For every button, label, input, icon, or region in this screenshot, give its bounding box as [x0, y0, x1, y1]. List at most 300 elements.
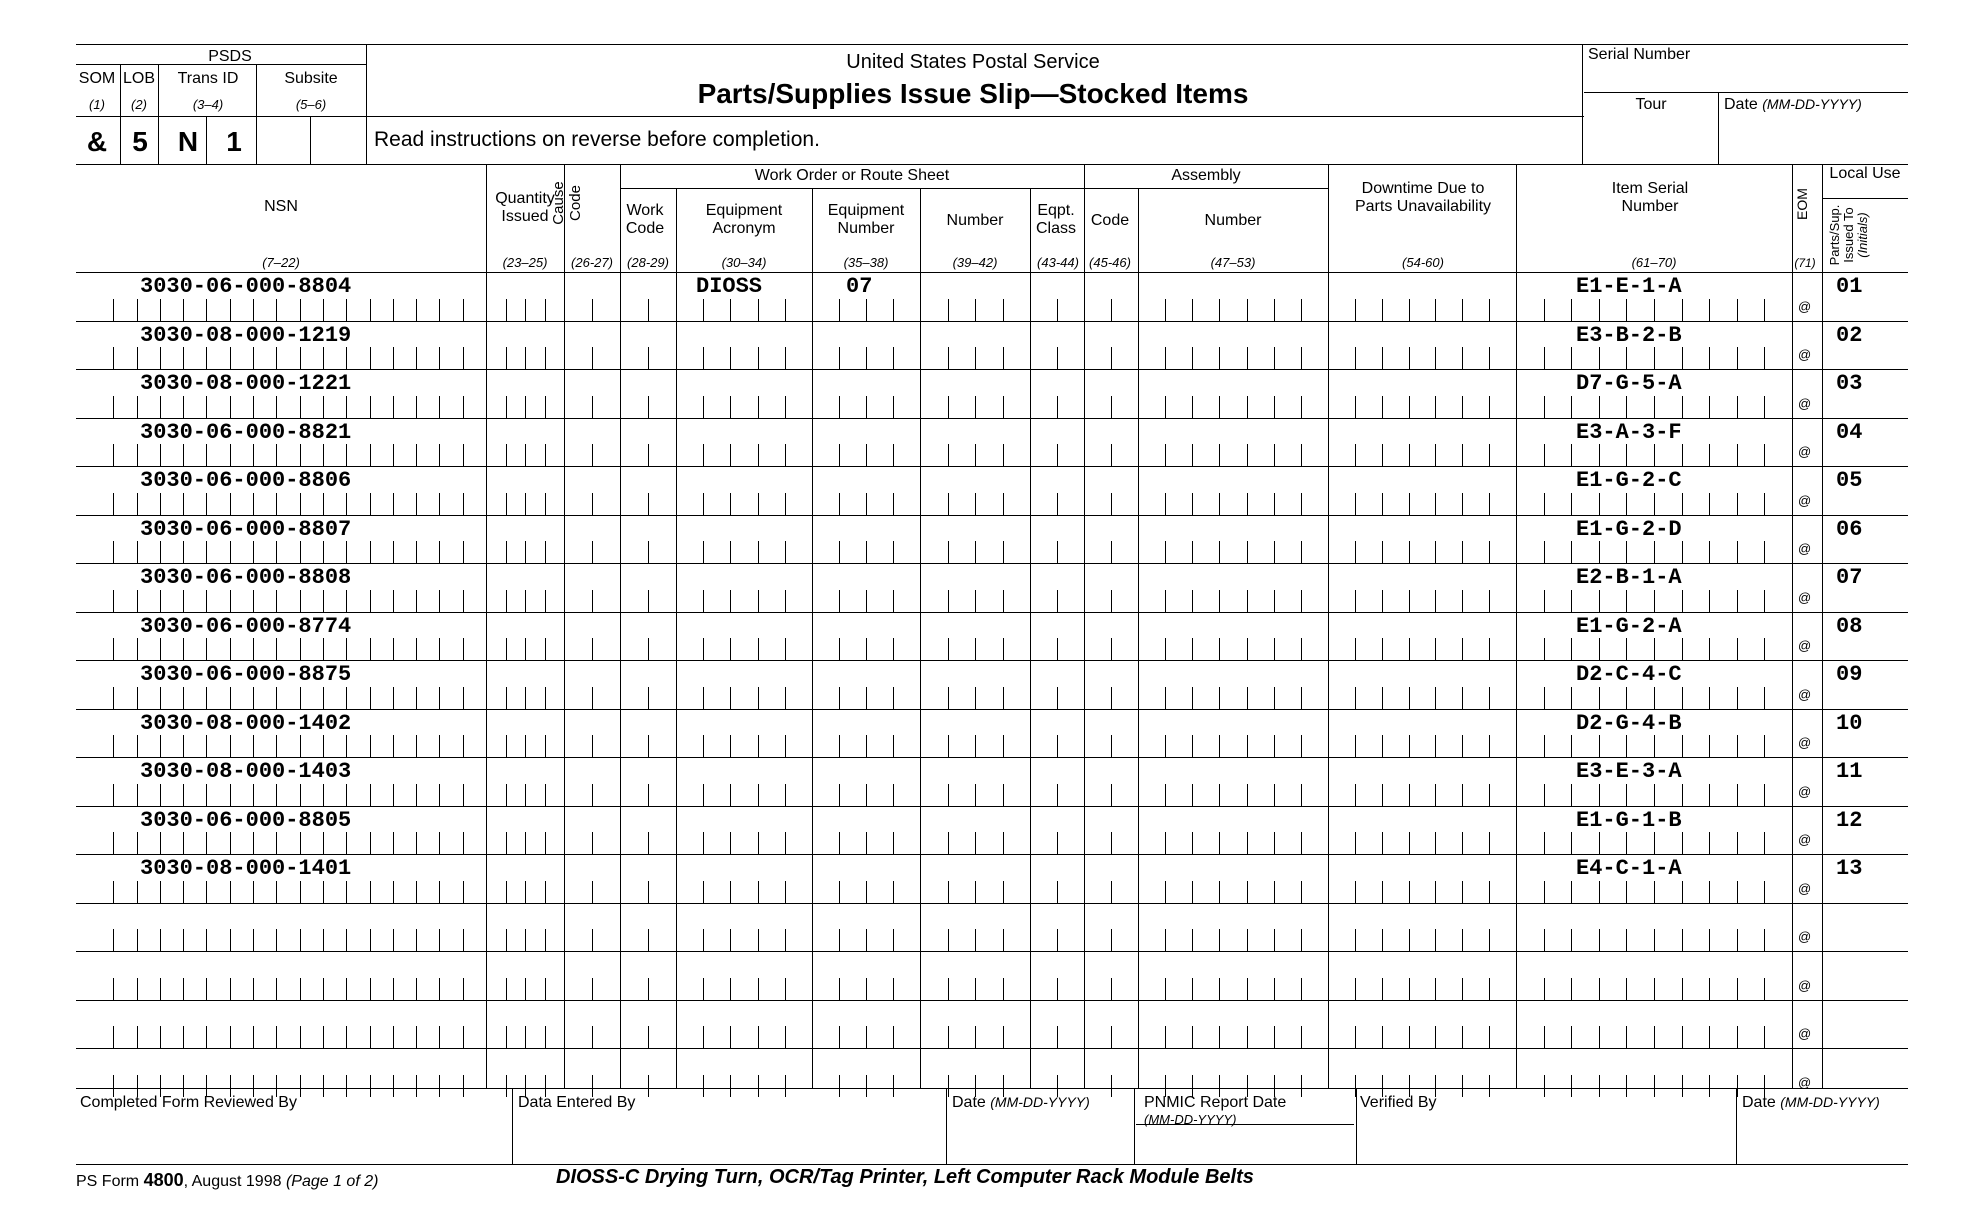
char-tick: [137, 1026, 138, 1048]
char-tick: [1489, 832, 1490, 854]
local-use-field[interactable]: 05: [1836, 468, 1863, 493]
char-tick: [948, 299, 949, 321]
equip-number-field[interactable]: [846, 1002, 920, 1047]
entered-date-field[interactable]: [948, 1110, 1132, 1160]
char-tick: [1435, 347, 1436, 369]
char-tick: [1462, 444, 1463, 466]
char-tick: [1462, 299, 1463, 321]
char-tick: [1003, 493, 1004, 515]
local-use-field[interactable]: 01: [1836, 274, 1863, 299]
char-tick: [1111, 784, 1112, 806]
item-serial-field[interactable]: E1-G-2-A: [1576, 613, 1682, 639]
equip-acronym-field[interactable]: [696, 808, 812, 853]
char-tick: [1219, 493, 1220, 515]
serial-divider: [1582, 44, 1583, 164]
char-tick: [1544, 978, 1545, 1000]
char-tick: [1057, 881, 1058, 903]
char-tick: [1462, 784, 1463, 806]
local-use-field[interactable]: 11: [1836, 759, 1863, 784]
table-row: [0, 515, 1974, 564]
nsn-field[interactable]: 3030-06-000-8808: [140, 565, 352, 590]
char-tick: [1057, 396, 1058, 418]
char-tick: [839, 638, 840, 660]
char-tick: [592, 590, 593, 612]
equip-acronym-field[interactable]: [696, 614, 812, 659]
char-tick: [1301, 299, 1302, 321]
item-serial-field[interactable]: [1576, 953, 1792, 998]
equip-acronym-field[interactable]: DIOSS: [696, 274, 763, 299]
trans-id-value-2[interactable]: 1: [226, 126, 242, 157]
char-tick: [137, 347, 138, 369]
equip-acronym-field[interactable]: [696, 1002, 812, 1047]
char-tick: [1301, 541, 1302, 563]
char-tick: [506, 784, 507, 806]
char-tick: [975, 735, 976, 757]
char-tick: [648, 541, 649, 563]
char-tick: [1435, 299, 1436, 321]
char-tick: [1003, 978, 1004, 1000]
char-tick: [1435, 590, 1436, 612]
work-order-header: Work Order or Route Sheet: [754, 167, 950, 184]
char-tick: [1382, 978, 1383, 1000]
eom-marker: @: [1798, 977, 1812, 993]
char-tick: [592, 832, 593, 854]
subsite-split: [310, 116, 311, 164]
char-tick: [1219, 687, 1220, 709]
nsn-field[interactable]: 3030-08-000-1219: [140, 322, 352, 348]
header-bottom: [76, 164, 1908, 165]
item-serial-field[interactable]: D2-G-4-B: [1576, 710, 1682, 736]
char-tick: [506, 541, 507, 563]
char-tick: [1462, 541, 1463, 563]
char-tick: [839, 541, 840, 563]
char-tick: [1571, 396, 1572, 418]
char-tick: [1571, 735, 1572, 757]
row-divider: [76, 709, 1908, 710]
char-tick: [1111, 687, 1112, 709]
char-tick: [1219, 396, 1220, 418]
footer-divider: [946, 1088, 947, 1164]
lob-value[interactable]: 5: [132, 126, 148, 157]
nsn-field[interactable]: 3030-06-000-8804: [140, 274, 352, 299]
char-tick: [1355, 396, 1356, 418]
char-tick: [1544, 1026, 1545, 1048]
char-tick: [1057, 929, 1058, 951]
equip-number-field[interactable]: [846, 371, 920, 416]
char-tick: [113, 396, 114, 418]
char-tick: [137, 929, 138, 951]
char-tick: [1489, 541, 1490, 563]
table-row: [0, 466, 1974, 515]
verified-date-label: Date (MM-DD-YYYY): [1742, 1094, 1880, 1111]
char-tick: [1301, 590, 1302, 612]
eqpt-class-header: Eqpt. Class: [1035, 202, 1076, 237]
date-field[interactable]: [1720, 120, 1910, 164]
equip-number-field[interactable]: 07: [846, 274, 873, 299]
equip-acronym-field[interactable]: [696, 371, 812, 416]
row-divider: [76, 951, 1908, 952]
char-tick: [839, 978, 840, 1000]
char-tick: [948, 735, 949, 757]
table-row: [0, 660, 1974, 709]
work-code-header: Work Code: [625, 202, 665, 237]
char-tick: [648, 444, 649, 466]
char-tick: [1057, 978, 1058, 1000]
char-tick: [648, 493, 649, 515]
equip-acronym-field[interactable]: [696, 759, 812, 804]
char-tick: [1274, 638, 1275, 660]
char-tick: [1544, 784, 1545, 806]
pnmic-date-field[interactable]: [1136, 1126, 1354, 1160]
char-tick: [545, 735, 546, 757]
downtime-header: Downtime Due to Parts Unavailability: [1354, 180, 1492, 215]
footer-bottom: [76, 1164, 1908, 1165]
nsn-field[interactable]: 3030-06-000-8875: [140, 662, 352, 687]
equip-number-field[interactable]: [846, 614, 920, 659]
char-tick: [545, 347, 546, 369]
equip-number-num: (35–38): [843, 255, 889, 270]
char-tick: [1301, 735, 1302, 757]
nsn-field[interactable]: 3030-08-000-1402: [140, 710, 352, 736]
equip-acronym-field[interactable]: [696, 905, 812, 950]
char-tick: [1274, 493, 1275, 515]
char-tick: [975, 444, 976, 466]
item-serial-num: (61–70): [1631, 255, 1677, 270]
char-tick: [1247, 929, 1248, 951]
number-num: (39–42): [952, 255, 998, 270]
verified-by-field[interactable]: [1358, 1110, 1734, 1160]
local-use-field[interactable]: 08: [1836, 613, 1863, 639]
char-tick: [1355, 735, 1356, 757]
char-tick: [839, 299, 840, 321]
local-use-field[interactable]: 03: [1836, 371, 1863, 396]
equip-number-field[interactable]: [846, 662, 920, 707]
assembly-header: Assembly: [1171, 167, 1241, 184]
tour-divider: [1718, 92, 1719, 164]
nsn-field[interactable]: 3030-06-000-8805: [140, 807, 352, 833]
char-tick: [1571, 638, 1572, 660]
nsn-field[interactable]: 3030-08-000-1403: [140, 759, 352, 784]
reviewed-by-label: Completed Form Reviewed By: [80, 1094, 297, 1111]
char-tick: [506, 444, 507, 466]
local-use-field[interactable]: [1836, 953, 1908, 998]
equip-acronym-field[interactable]: [696, 953, 812, 998]
equip-acronym-field[interactable]: [696, 565, 812, 610]
char-tick: [1544, 638, 1545, 660]
char-tick: [1301, 784, 1302, 806]
eom-marker: @: [1798, 395, 1812, 411]
item-serial-field[interactable]: E1-G-1-B: [1576, 807, 1682, 833]
equip-acronym-field[interactable]: [696, 517, 812, 562]
nsn-field[interactable]: 3030-06-000-8774: [140, 613, 352, 639]
char-tick: [1165, 493, 1166, 515]
char-tick: [1382, 784, 1383, 806]
char-tick: [1057, 444, 1058, 466]
trans-id-value-1[interactable]: N: [177, 126, 199, 157]
instructions-text: Read instructions on reverse before completion.: [374, 128, 820, 151]
reviewed-by-field[interactable]: [76, 1110, 506, 1160]
char-tick: [506, 978, 507, 1000]
local-use-field[interactable]: 04: [1836, 419, 1863, 445]
nsn-field[interactable]: [140, 1050, 486, 1095]
char-tick: [975, 784, 976, 806]
char-tick: [545, 396, 546, 418]
char-tick: [1355, 493, 1356, 515]
local-use-field[interactable]: [1836, 905, 1908, 950]
item-serial-field[interactable]: E3-E-3-A: [1576, 759, 1682, 784]
char-tick: [839, 929, 840, 951]
cause-header: Cause Code: [550, 181, 584, 225]
char-tick: [1489, 784, 1490, 806]
char-tick: [137, 541, 138, 563]
char-tick: [1165, 590, 1166, 612]
char-tick: [1165, 832, 1166, 854]
char-tick: [1355, 784, 1356, 806]
eom-marker: @: [1798, 783, 1812, 799]
equip-acronym-field[interactable]: [696, 420, 812, 465]
form-id: PS Form 4800, August 1998 (Page 1 of 2): [76, 1170, 379, 1190]
item-serial-field[interactable]: [1576, 1002, 1792, 1047]
char-tick: [648, 687, 649, 709]
char-tick: [1435, 881, 1436, 903]
nsn-field[interactable]: [140, 953, 486, 998]
item-serial-field[interactable]: E1-G-2-C: [1576, 468, 1682, 493]
item-serial-field[interactable]: E3-A-3-F: [1576, 419, 1682, 445]
nsn-field[interactable]: 3030-06-000-8807: [140, 516, 352, 542]
char-tick: [1435, 929, 1436, 951]
char-tick: [1219, 784, 1220, 806]
equip-acronym-header: Equipment Acronym: [705, 202, 783, 237]
char-tick: [1192, 978, 1193, 1000]
equip-acronym-field[interactable]: [696, 1050, 812, 1095]
nsn-field[interactable]: [140, 905, 486, 950]
char-tick: [506, 687, 507, 709]
char-tick: [1355, 638, 1356, 660]
char-tick: [506, 493, 507, 515]
form-title: Parts/Supplies Issue Slip—Stocked Items: [697, 78, 1249, 109]
equip-number-field[interactable]: [846, 1050, 920, 1095]
serial-underline: [1584, 92, 1908, 93]
char-tick: [137, 978, 138, 1000]
item-serial-field[interactable]: [1576, 1050, 1792, 1095]
char-tick: [1382, 299, 1383, 321]
char-tick: [1274, 978, 1275, 1000]
work-code-num: (28-29): [627, 255, 669, 270]
item-serial-field[interactable]: D2-C-4-C: [1576, 662, 1682, 687]
item-serial-field[interactable]: E4-C-1-A: [1576, 856, 1682, 881]
item-serial-field[interactable]: E1-G-2-D: [1576, 516, 1682, 542]
equip-number-field[interactable]: [846, 565, 920, 610]
equip-number-field[interactable]: [846, 323, 920, 368]
row-divider: [76, 612, 1908, 613]
char-tick: [1247, 881, 1248, 903]
char-tick: [1247, 735, 1248, 757]
char-tick: [1219, 590, 1220, 612]
equip-acronym-field[interactable]: [696, 662, 812, 707]
table-row: [0, 854, 1974, 903]
char-tick: [1057, 832, 1058, 854]
char-tick: [1165, 299, 1166, 321]
qty-header: Quantity Issued: [495, 190, 555, 225]
char-tick: [1301, 638, 1302, 660]
char-tick: [592, 687, 593, 709]
local-use-field[interactable]: 02: [1836, 322, 1863, 348]
char-tick: [1301, 493, 1302, 515]
assembly-underline: [1084, 188, 1328, 189]
char-tick: [545, 444, 546, 466]
char-tick: [1544, 929, 1545, 951]
char-tick: [545, 638, 546, 660]
equip-number-field[interactable]: [846, 517, 920, 562]
nsn-field[interactable]: 3030-06-000-8806: [140, 468, 352, 493]
date-label: Date (MM-DD-YYYY): [1724, 96, 1862, 113]
char-tick: [1247, 638, 1248, 660]
char-tick: [1462, 832, 1463, 854]
char-tick: [1409, 541, 1410, 563]
char-tick: [113, 444, 114, 466]
eom-marker: @: [1798, 1074, 1812, 1090]
char-tick: [1489, 347, 1490, 369]
char-tick: [1462, 735, 1463, 757]
char-tick: [1247, 687, 1248, 709]
char-tick: [1409, 687, 1410, 709]
char-tick: [1435, 493, 1436, 515]
serial-number-field[interactable]: [1584, 30, 1904, 84]
char-tick: [1003, 1026, 1004, 1048]
equip-number-field[interactable]: [846, 759, 920, 804]
tour-field[interactable]: [1584, 120, 1718, 164]
char-tick: [1274, 784, 1275, 806]
item-serial-field[interactable]: E1-E-1-A: [1576, 274, 1682, 299]
item-serial-field[interactable]: E3-B-2-B: [1576, 322, 1682, 348]
char-tick: [648, 881, 649, 903]
char-tick: [1111, 299, 1112, 321]
char-tick: [1462, 687, 1463, 709]
equip-acronym-field[interactable]: [696, 711, 812, 756]
char-tick: [1057, 299, 1058, 321]
char-tick: [1382, 638, 1383, 660]
char-tick: [592, 929, 593, 951]
char-tick: [1274, 541, 1275, 563]
equip-number-field[interactable]: [846, 953, 920, 998]
local-use-field[interactable]: [1836, 1050, 1908, 1095]
local-use-field[interactable]: 12: [1836, 807, 1863, 833]
som-value[interactable]: &: [86, 126, 108, 157]
char-tick: [975, 978, 976, 1000]
equip-acronym-field[interactable]: [696, 856, 812, 901]
char-tick: [1192, 638, 1193, 660]
char-tick: [1462, 881, 1463, 903]
char-tick: [1247, 444, 1248, 466]
row-divider: [76, 321, 1908, 322]
char-tick: [1111, 347, 1112, 369]
char-tick: [1219, 735, 1220, 757]
local-use-field[interactable]: [1836, 1002, 1908, 1047]
char-tick: [113, 978, 114, 1000]
char-tick: [1355, 299, 1356, 321]
equip-number-field[interactable]: [846, 905, 920, 950]
char-tick: [1544, 881, 1545, 903]
item-serial-field[interactable]: D7-G-5-A: [1576, 371, 1682, 396]
local-use-field[interactable]: 13: [1836, 856, 1863, 881]
char-tick: [592, 541, 593, 563]
char-tick: [1571, 929, 1572, 951]
char-tick: [1355, 347, 1356, 369]
char-tick: [1003, 347, 1004, 369]
equip-number-field[interactable]: [846, 711, 920, 756]
char-tick: [1003, 396, 1004, 418]
entered-by-field[interactable]: [512, 1110, 944, 1160]
char-tick: [948, 687, 949, 709]
char-tick: [839, 784, 840, 806]
char-tick: [1355, 929, 1356, 951]
equip-number-field[interactable]: [846, 856, 920, 901]
table-row: [0, 709, 1974, 758]
char-tick: [1355, 1075, 1356, 1097]
char-tick: [839, 735, 840, 757]
local-use-field[interactable]: 06: [1836, 516, 1863, 542]
char-tick: [1111, 638, 1112, 660]
char-tick: [1409, 638, 1410, 660]
char-tick: [1057, 541, 1058, 563]
char-tick: [948, 832, 949, 854]
equip-acronym-field[interactable]: [696, 468, 812, 513]
eom-marker: @: [1798, 347, 1812, 362]
nsn-field[interactable]: 3030-08-000-1401: [140, 856, 352, 881]
equip-number-field[interactable]: [846, 420, 920, 465]
table-row: [0, 369, 1974, 418]
row-divider: [76, 903, 1908, 904]
nsn-field[interactable]: [140, 1002, 486, 1047]
equip-number-field[interactable]: [846, 808, 920, 853]
char-tick: [1057, 638, 1058, 660]
local-use-field[interactable]: 10: [1836, 710, 1863, 736]
item-serial-field[interactable]: E2-B-1-A: [1576, 565, 1682, 590]
char-tick: [525, 299, 526, 321]
char-tick: [1165, 347, 1166, 369]
item-serial-field[interactable]: [1576, 905, 1792, 950]
char-tick: [1274, 735, 1275, 757]
eom-marker: @: [1798, 589, 1812, 605]
char-tick: [1301, 396, 1302, 418]
equip-number-field[interactable]: [846, 468, 920, 513]
char-tick: [839, 396, 840, 418]
char-tick: [1247, 493, 1248, 515]
char-tick: [1003, 881, 1004, 903]
char-tick: [1571, 687, 1572, 709]
nsn-field[interactable]: 3030-06-000-8821: [140, 419, 352, 445]
equip-acronym-field[interactable]: [696, 323, 812, 368]
verified-date-field[interactable]: [1738, 1110, 1908, 1160]
entered-date-label: Date (MM-DD-YYYY): [952, 1094, 1090, 1111]
local-use-field[interactable]: 07: [1836, 565, 1863, 590]
local-use-field[interactable]: 09: [1836, 662, 1863, 687]
char-tick: [839, 881, 840, 903]
eom-marker: @: [1798, 298, 1812, 314]
char-tick: [1355, 832, 1356, 854]
char-tick: [545, 299, 546, 321]
char-tick: [1192, 881, 1193, 903]
char-tick: [1165, 444, 1166, 466]
char-tick: [1489, 735, 1490, 757]
char-tick: [1544, 347, 1545, 369]
char-tick: [1247, 590, 1248, 612]
item-serial-header: Item Serial Number: [1611, 180, 1689, 215]
char-tick: [1489, 444, 1490, 466]
char-tick: [1489, 396, 1490, 418]
nsn-field[interactable]: 3030-08-000-1221: [140, 371, 352, 396]
footer-divider: [1736, 1088, 1737, 1164]
